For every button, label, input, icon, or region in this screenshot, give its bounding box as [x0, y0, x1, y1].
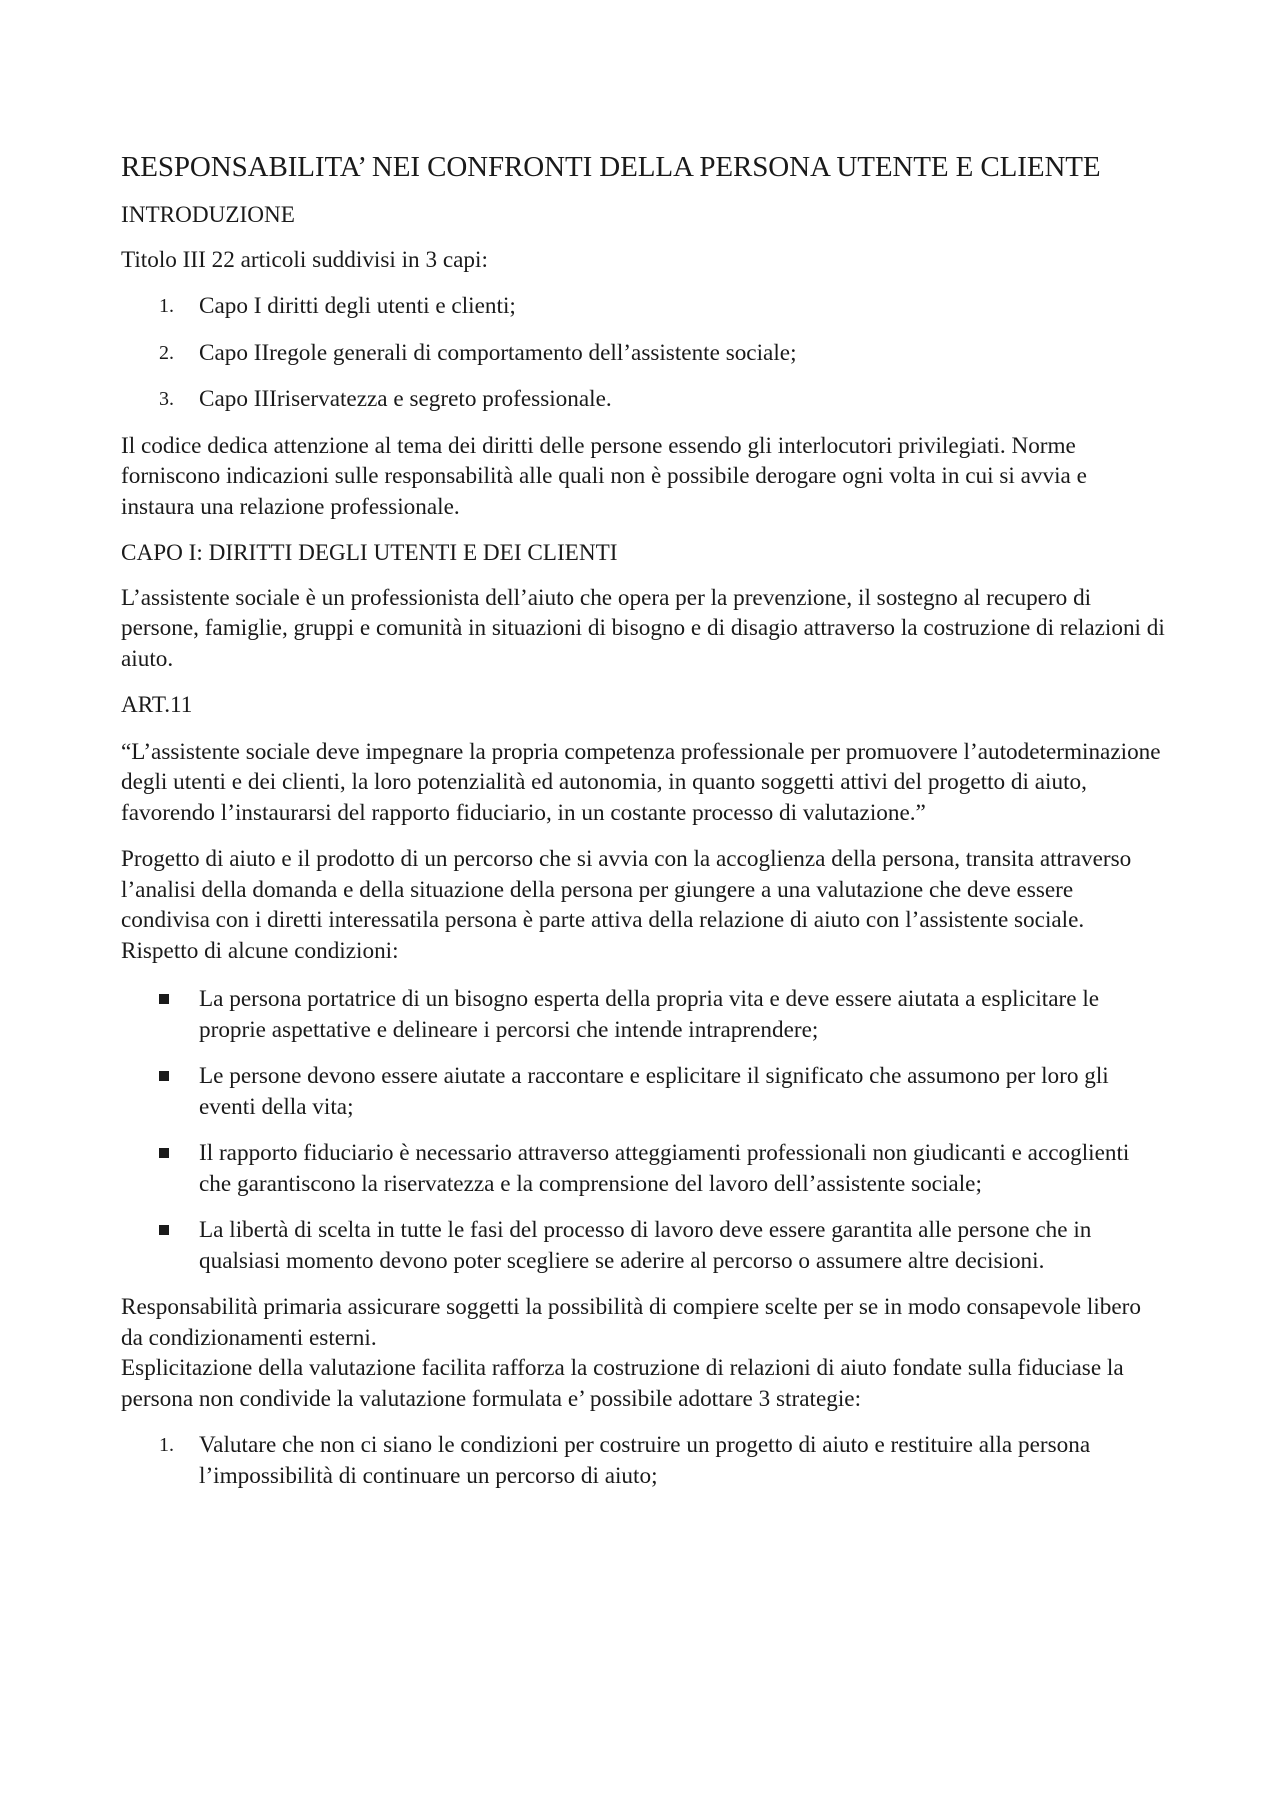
square-bullet-icon [159, 994, 169, 1004]
list-number: 1. [159, 295, 174, 317]
document-page [121, 148, 1166, 1507]
document-title: RESPONSABILITA’ NEI CONFRONTI DELLA PERSONA UTENTE E CLIENTE [121, 151, 1101, 183]
list-item-text: Il rapporto fiduciario è necessario attraverso atteggiamenti professionali non giudicanti e accoglienti che garantiscono la riservatezza e la comprensione del lavoro dell’assistente sociale; [199, 1140, 1130, 1197]
list-number: 1. [159, 1434, 174, 1456]
list-item [121, 291, 1166, 322]
list-item-text: La libertà di scelta in tutte le fasi del processo di lavoro deve essere garantita alle persone che in qualsiasi momento devono poter scegliere se aderire al percorso o assumere altre decisioni. [199, 1217, 1092, 1274]
list-item [121, 384, 1166, 415]
paragraph-esplicitazione: Esplicitazione della valutazione facilita rafforza la costruzione di relazioni di aiuto fondate sulla fiduciase la persona non condivide la valutazione formulata e’ possibile adottare 3 strategie: [121, 1355, 1124, 1412]
condizioni-list [121, 984, 1166, 1276]
list-item-text: La persona portatrice di un bisogno esperta della propria vita e deve essere aiutata a esplicitare le proprie aspettative e delineare i percorsi che intende intraprendere; [199, 986, 1100, 1043]
list-item-text: Capo IIIriservatezza e segreto professionale. [199, 386, 612, 412]
paragraph-assistente: L’assistente sociale è un professionista dell’aiuto che opera per la prevenzione, il sostegno al recupero di persone, famiglie, gruppi e comunità in situazioni di bisogno e di disagio attraverso la costruzione di relazioni di aiuto. [121, 584, 1165, 672]
paragraph-codice: Il codice dedica attenzione al tema dei diritti delle persone essendo gli interlocutori privilegiati. Norme forniscono indicazioni sulle responsabilità alle quali non è possibile derogare ogni volta in cui si avvia e instaura una relazione professionale. [121, 432, 1087, 520]
square-bullet-icon [159, 1148, 169, 1158]
capi-list [121, 291, 1166, 415]
intro-text: Titolo III 22 articoli suddivisi in 3 capi: [121, 246, 488, 273]
list-item-text: Le persone devono essere aiutate a raccontare e esplicitare il significato che assumono per loro gli eventi della vita; [199, 1063, 1109, 1120]
paragraph-progetto: Progetto di aiuto e il prodotto di un percorso che si avvia con la accoglienza della persona, transita attraverso l’analisi della domanda e della situazione della persona per giungere a una valutazione che deve essere condivisa con i diretti interessatila persona è parte attiva della relazione di aiuto con l’assistente sociale. [121, 846, 1132, 933]
list-item-text: Capo I diritti degli utenti e clienti; [199, 293, 516, 319]
list-item [121, 1430, 1166, 1491]
paragraph-responsabilita: Responsabilità primaria assicurare soggetti la possibilità di compiere scelte per se in modo consapevole libero da condizionamenti esterni. [121, 1294, 1141, 1351]
list-item-text: Valutare che non ci siano le condizioni per costruire un progetto di aiuto e restituire alla persona l’impossibilità di continuare un percorso di aiuto; [199, 1432, 1091, 1489]
paragraph-rispetto: Rispetto di alcune condizioni: [121, 937, 399, 964]
list-item [121, 1061, 1166, 1122]
capo1-heading: CAPO I: DIRITTI DEGLI UTENTI E DEI CLIENTI [121, 540, 618, 566]
list-number: 3. [159, 388, 174, 410]
art-heading: ART.11 [121, 692, 193, 718]
list-item [121, 1215, 1166, 1276]
list-item-text: Capo IIregole generali di comportamento dell’assistente sociale; [199, 339, 797, 366]
list-number: 2. [159, 341, 174, 364]
list-item [121, 338, 1166, 369]
intro-heading: INTRODUZIONE [121, 202, 295, 228]
strategie-list [121, 1430, 1166, 1491]
article-quote: “L’assistente sociale deve impegnare la propria competenza professionale per promuovere l’autodeterminazione degli utenti e dei clienti, la loro potenzialità ed autonomia, in quanto soggetti attivi del progetto di aiuto, favorendo l’instaurarsi del rapporto fiduciario, in un costante processo di valutazione.” [121, 738, 1161, 826]
list-item [121, 1138, 1166, 1199]
square-bullet-icon [159, 1225, 169, 1235]
list-item [121, 984, 1166, 1045]
square-bullet-icon [159, 1071, 169, 1081]
